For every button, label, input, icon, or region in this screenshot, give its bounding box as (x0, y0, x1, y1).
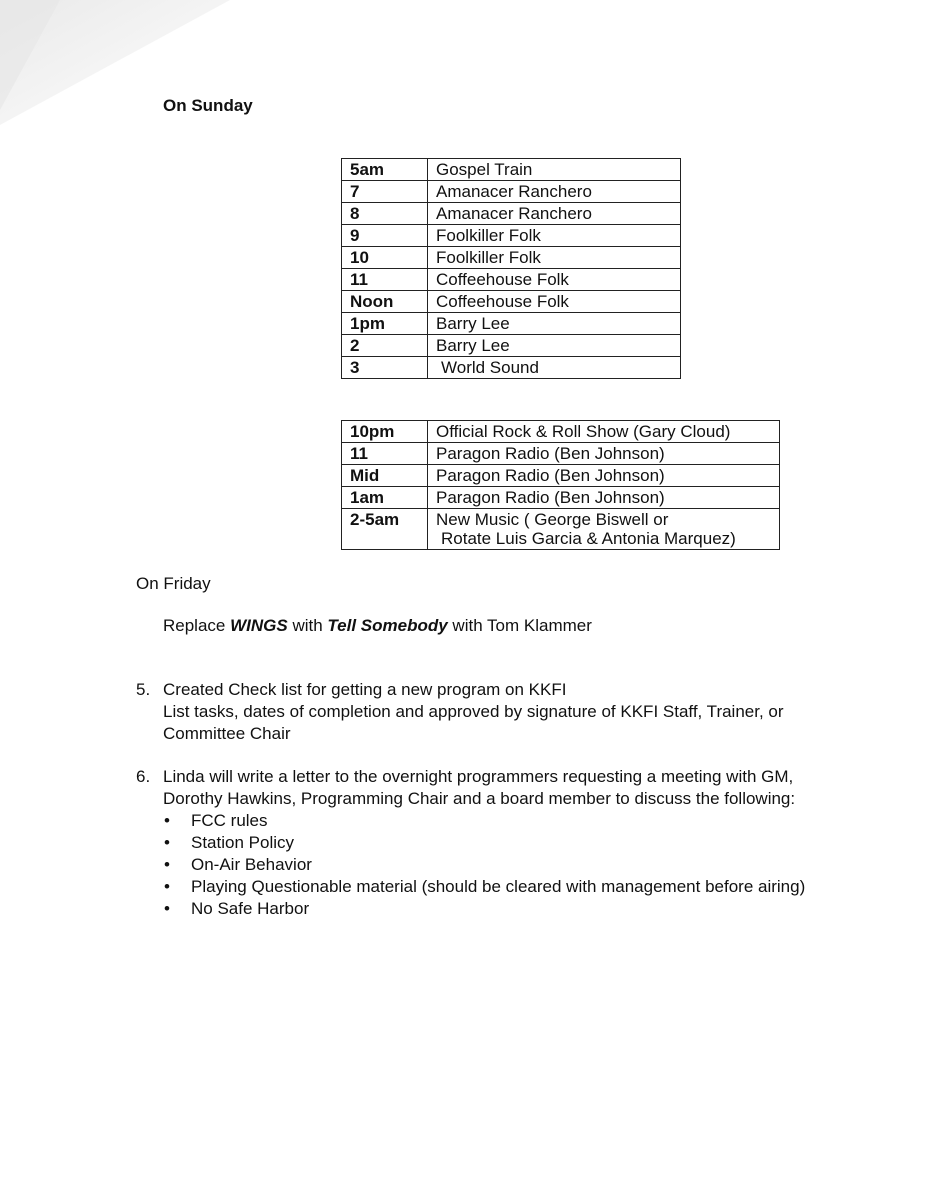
time-cell: 11 (342, 443, 428, 465)
bullet-list (164, 810, 856, 920)
new-show-name: Tell Somebody (327, 616, 448, 635)
table-row (342, 203, 681, 225)
table-row (342, 159, 681, 181)
night-schedule-table (341, 420, 780, 550)
show-cell: Coffeehouse Folk (428, 269, 681, 291)
table-row (342, 421, 780, 443)
table-row (342, 225, 681, 247)
show-cell: Official Rock & Roll Show (Gary Cloud) (428, 421, 780, 443)
item-line: Committee Chair (163, 724, 291, 743)
replace-prefix: Replace (163, 616, 231, 635)
show-cell: Coffeehouse Folk (428, 291, 681, 313)
show-cell: Paragon Radio (Ben Johnson) (428, 443, 780, 465)
time-cell: 9 (342, 225, 428, 247)
time-cell: 8 (342, 203, 428, 225)
list-item (136, 679, 856, 745)
time-cell: 1pm (342, 313, 428, 335)
show-cell: Foolkiller Folk (428, 225, 681, 247)
replace-mid: with (287, 616, 328, 635)
show-cell: Amanacer Ranchero (428, 181, 681, 203)
sunday-schedule-table (341, 158, 681, 379)
bullet-item: • Playing Questionable material (should be cleared with management before airing) (164, 876, 811, 898)
table-row (342, 269, 681, 291)
table-row (342, 247, 681, 269)
time-cell: 3 (342, 357, 428, 379)
time-cell: 11 (342, 269, 428, 291)
table-row (342, 357, 681, 379)
table-row (342, 509, 780, 550)
section-heading-friday: On Friday (136, 574, 211, 593)
time-cell: 1am (342, 487, 428, 509)
item-number: 5. (136, 680, 151, 699)
scan-corner-shadow (0, 0, 240, 140)
time-cell: 10pm (342, 421, 428, 443)
show-line: Rotate Luis Garcia & Antonia Marquez) (441, 529, 736, 548)
bullet-item: • FCC rules (164, 810, 856, 832)
show-cell: Foolkiller Folk (428, 247, 681, 269)
time-cell: 2-5am (342, 509, 428, 550)
list-item (136, 766, 856, 920)
table-row (342, 313, 681, 335)
replace-suffix: with Tom Klammer (447, 616, 592, 635)
show-cell: Barry Lee (428, 335, 681, 357)
show-cell (428, 509, 780, 550)
item-line: Dorothy Hawkins, Programming Chair and a board member to discuss the following: (163, 789, 796, 808)
table-row (342, 335, 681, 357)
table-row (342, 291, 681, 313)
show-cell: Gospel Train (428, 159, 681, 181)
bullet-item: • On-Air Behavior (164, 854, 856, 876)
time-cell: 5am (342, 159, 428, 181)
table-row (342, 181, 681, 203)
time-cell: Noon (342, 291, 428, 313)
table-row (342, 487, 780, 509)
table-row (342, 443, 780, 465)
time-cell: Mid (342, 465, 428, 487)
section-heading-sunday: On Sunday (163, 96, 253, 115)
show-cell: World Sound (428, 357, 681, 379)
table-row (342, 465, 780, 487)
time-cell: 2 (342, 335, 428, 357)
item-line: Created Check list for getting a new program on KKFI (163, 680, 567, 699)
show-cell: Paragon Radio (Ben Johnson) (428, 487, 780, 509)
time-cell: 7 (342, 181, 428, 203)
time-cell: 10 (342, 247, 428, 269)
show-cell: Paragon Radio (Ben Johnson) (428, 465, 780, 487)
replace-note (163, 616, 592, 636)
old-show-name: WINGS (230, 616, 288, 635)
show-line: New Music ( George Biswell or (436, 510, 669, 529)
item-line: Linda will write a letter to the overnight programmers requesting a meeting with GM, (163, 767, 794, 786)
item-number: 6. (136, 767, 151, 786)
bullet-item: • No Safe Harbor (164, 898, 856, 920)
bullet-item: • Station Policy (164, 832, 856, 854)
item-line: List tasks, dates of completion and approved by signature of KKFI Staff, Trainer, or (163, 702, 784, 721)
show-cell: Barry Lee (428, 313, 681, 335)
show-cell: Amanacer Ranchero (428, 203, 681, 225)
